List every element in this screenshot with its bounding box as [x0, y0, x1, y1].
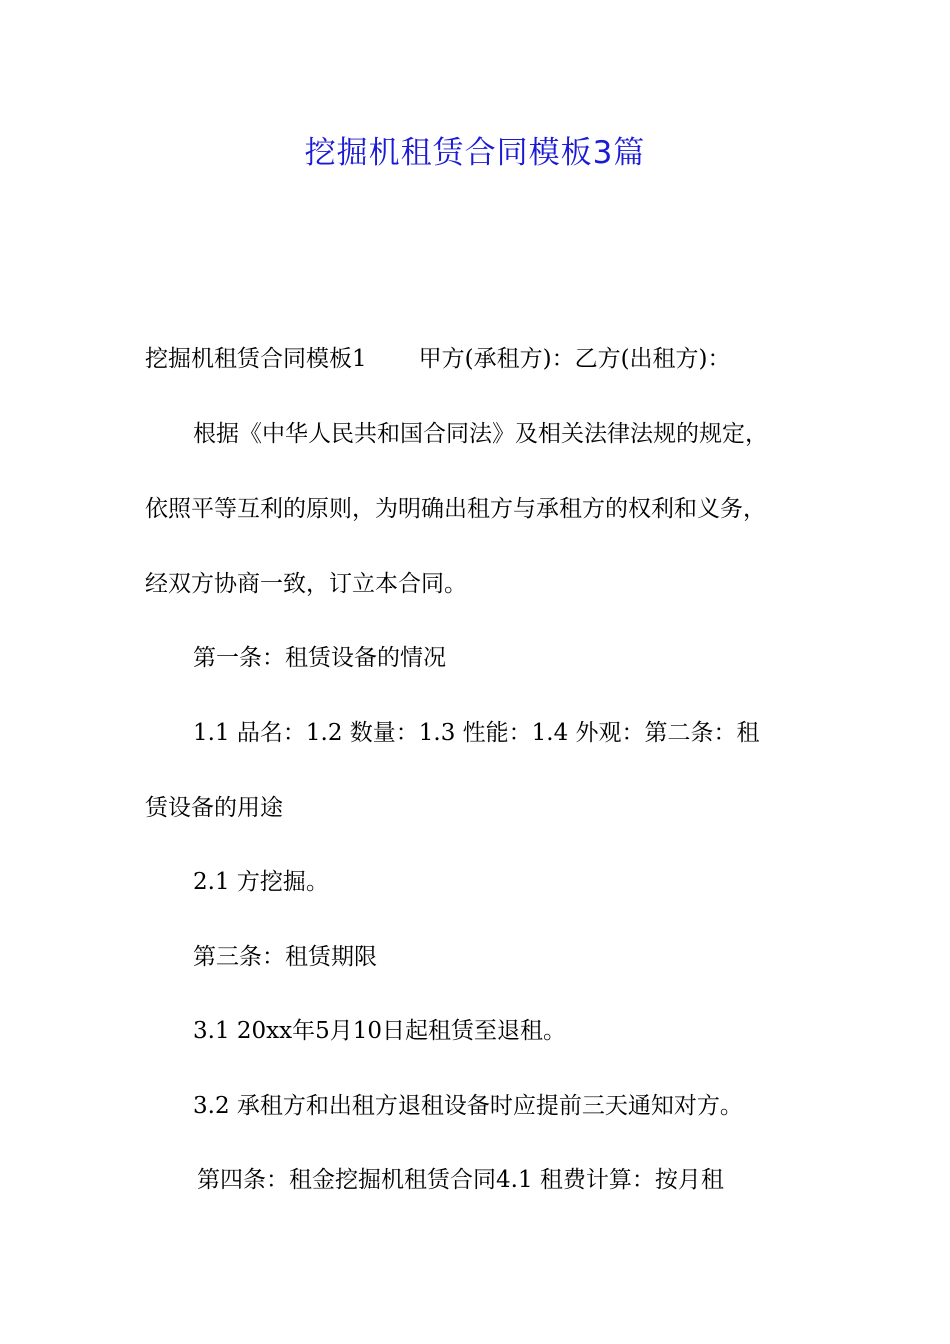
paragraph-line: 根据《中华人民共和国合同法》及相关法律法规的规定， — [193, 421, 768, 447]
article-heading: 第三条：租赁期限 — [193, 944, 377, 970]
paragraph-line: 经双方协商一致，订立本合同。 — [145, 571, 467, 597]
document-title: 挖掘机租赁合同模板3篇 — [304, 135, 646, 171]
parties-label: 甲方(承租方)：乙方(出租方)： — [418, 346, 731, 372]
paragraph-line: 1.1 品名：1.2 数量：1.3 性能：1.4 外观：第二条：租 — [193, 720, 760, 746]
paragraph-line: 2.1 方挖掘。 — [193, 869, 329, 895]
article-heading: 第一条：租赁设备的情况 — [193, 645, 446, 671]
paragraph-line: 依照平等互利的原则，为明确出租方与承租方的权利和义务， — [145, 496, 766, 522]
paragraph-line: 3.1 20xx年5月10日起租赁至退租。 — [193, 1018, 566, 1044]
contract-heading-line — [145, 341, 825, 377]
contract-heading: 挖掘机租赁合同模板1 — [145, 346, 367, 372]
paragraph-line: 第四条：租金挖掘机租赁合同4.1 租费计算：按月租 — [197, 1167, 724, 1193]
paragraph-line: 赁设备的用途 — [145, 795, 283, 821]
paragraph-line: 3.2 承租方和出租方退租设备时应提前三天通知对方。 — [193, 1093, 743, 1119]
